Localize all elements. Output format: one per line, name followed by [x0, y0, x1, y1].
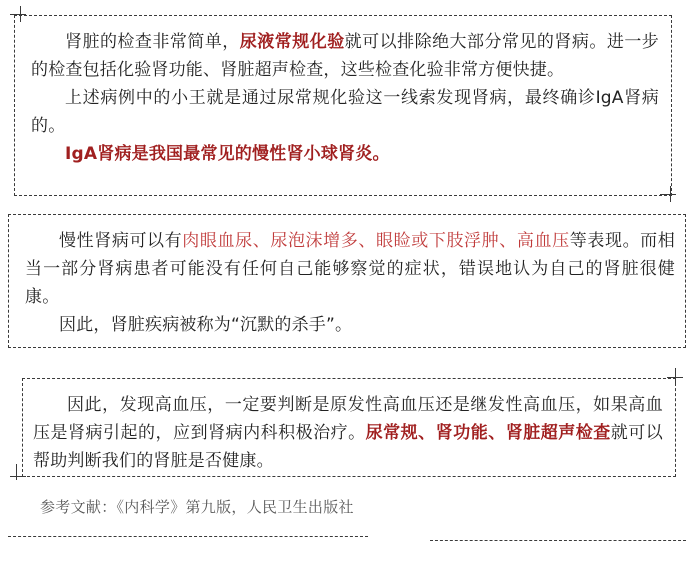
text-box-2 — [8, 214, 686, 348]
paragraph-symptoms: 慢性肾病可以有肉眼血尿、尿泡沫增多、眼睑或下肢浮肿、高血压等表现。而相当一部分肾病患者可能没有任何自己能够察觉的症状，错误地认为自己的肾脏很健康。 — [25, 231, 675, 307]
paragraph-silent-killer: 因此，肾脏疾病被称为“沉默的杀手”。 — [59, 315, 353, 335]
highlight-exams: 尿常规、肾功能、肾脏超声检查 — [365, 423, 611, 443]
reference-citation: 参考文献：《内科学》第九版，人民卫生出版社 — [40, 498, 354, 516]
paragraph-case: 上述病例中的小王就是通过尿常规化验这一线索发现肾病，最终确诊IgA肾病的。 — [31, 88, 659, 136]
divider — [430, 540, 686, 541]
corner-tick — [675, 368, 676, 384]
divider — [8, 536, 368, 537]
text-box-1 — [14, 15, 672, 196]
highlight-urine-test: 尿液常规化验 — [239, 32, 345, 52]
paragraph-hypertension: 因此，发现高血压，一定要判断是原发性高血压还是继发性高血压，如果高血压是肾病引起的，应到肾病内科积极治疗。尿常规、肾功能、肾脏超声检查就可以帮助判断我们的肾脏是否健康。 — [33, 395, 663, 471]
corner-tick — [16, 464, 17, 480]
corner-tick — [10, 14, 26, 15]
paragraph-kidney-check: 肾脏的检查非常简单，尿液常规化验就可以排除绝大部分常见的肾病。进一步的检查包括化验肾功能、肾脏超声检查，这些检查化验非常方便快捷。 — [31, 32, 660, 80]
highlight-iga-nephropathy: IgA肾病是我国最常见的慢性肾小球肾炎。 — [65, 144, 390, 164]
corner-tick — [667, 377, 683, 378]
corner-tick — [660, 194, 676, 195]
corner-tick — [10, 476, 26, 477]
text-box-3 — [22, 378, 676, 477]
highlight-symptoms: 肉眼血尿、尿泡沫增多、眼睑或下肢浮肿、高血压 — [182, 231, 570, 251]
